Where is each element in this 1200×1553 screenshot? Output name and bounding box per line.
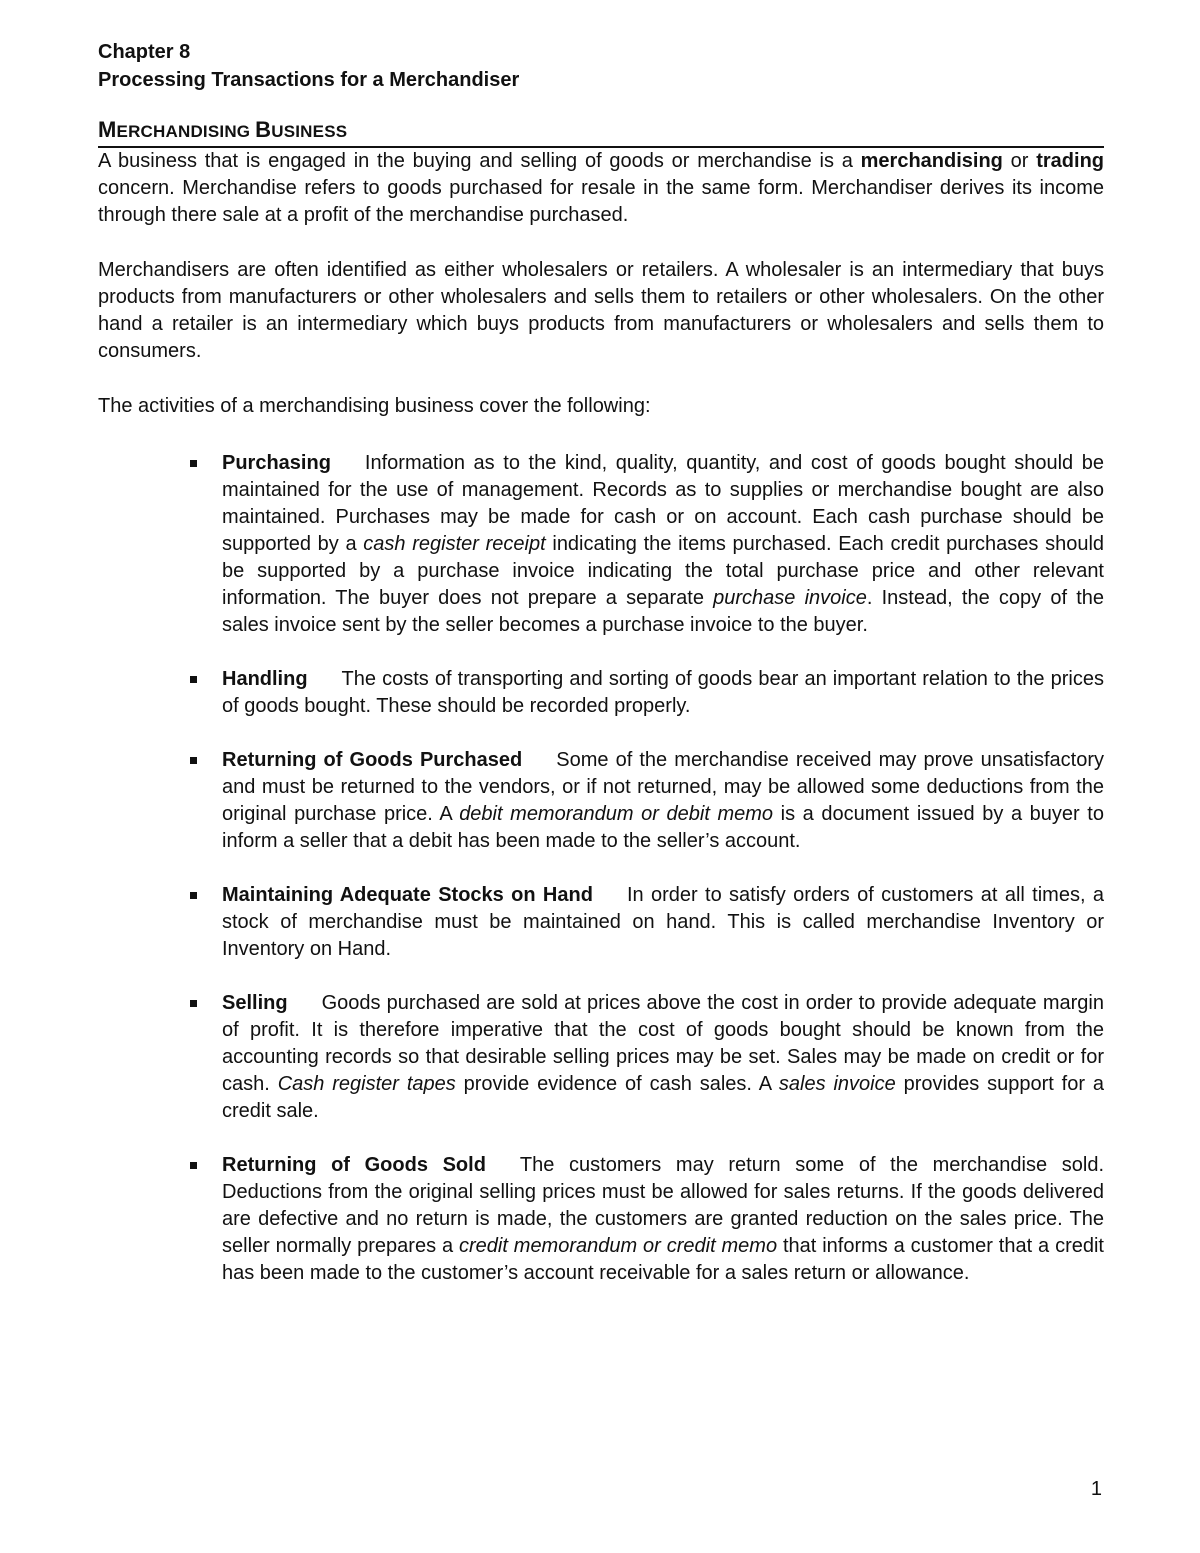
- bullet-icon: [190, 676, 197, 683]
- section-heading-cap-1: M: [98, 117, 117, 142]
- bullet-icon: [190, 1162, 197, 1169]
- section-heading-rest-1: ERCHANDISING: [116, 122, 256, 141]
- list-item-stocks: Maintaining Adequate Stocks on Hand In order to satisfy orders of customers at all times, a stock of merchandise must be maintained on hand. This is called merchandise Inventory or Inventory on Hand.: [98, 882, 1104, 963]
- bullet-icon: [190, 460, 197, 467]
- bullet-icon: [190, 892, 197, 899]
- term-label: Purchasing: [222, 452, 331, 474]
- page-number: 1: [1090, 1478, 1102, 1500]
- list-item-returning-purchased: Returning of Goods Purchased Some of the merchandise received may prove unsatisfactory and must be returned to the vendors, or if not returned, may be allowed some deductions from the original purchase price. A debit memorandum or debit memo is a document issued by a buyer to inform a seller that a debit has been made to the seller’s account.: [98, 747, 1104, 855]
- intro-paragraph-3: The activities of a merchandising business cover the following:: [98, 395, 651, 417]
- chapter-number: Chapter 8: [98, 41, 191, 63]
- section-heading-rest-2: USINESS: [271, 122, 348, 141]
- chapter-title: Processing Transactions for a Merchandiser: [98, 69, 520, 91]
- document-page: [98, 38, 1104, 1314]
- bullet-icon: [190, 757, 197, 764]
- list-item-purchasing: Purchasing Information as to the kind, quality, quantity, and cost of goods bought should be maintained for the use of management. Records as to supplies or merchandise bought are also maintained. Purchases may be made for cash or on account. Each cash purchase should be supported by a cash register receipt indicating the items purchased. Each credit purchases should be supported by a purchase invoice indicating the total purchase price and other relevant information. The buyer does not prepare a separate purchase invoice. Instead, the copy of the sales invoice sent by the seller becomes a purchase invoice to the buyer.: [98, 450, 1104, 639]
- list-item-selling: Selling Goods purchased are sold at prices above the cost in order to provide adequate margin of profit. It is therefore imperative that the cost of goods bought should be known from the accounting records so that desirable selling prices may be set. Sales may be made on credit or for cash. Cash register tapes provide evidence of cash sales. A sales invoice provides support for a credit sale.: [98, 990, 1104, 1125]
- term-label: Returning of Goods Sold: [222, 1154, 486, 1176]
- activities-list: [98, 450, 1104, 1287]
- list-item-handling: Handling The costs of transporting and sorting of goods bear an important relation to the prices of goods bought. These should be recorded properly.: [98, 666, 1104, 720]
- term-label: Maintaining Adequate Stocks on Hand: [222, 884, 593, 906]
- section-heading: [98, 116, 1104, 148]
- intro-paragraph-1: A business that is engaged in the buying and selling of goods or merchandise is a merchandising or trading concern. Merchandise refers to goods purchased for resale in the same form. Merchandiser derives its income through there sale at a profit of the merchandise purchased.: [98, 150, 1105, 226]
- intro-paragraph-2: Merchandisers are often identified as either wholesalers or retailers. A wholesaler is an intermediary that buys products from manufacturers or other wholesalers and sells them to retailers or other wholesalers. On the other hand a retailer is an intermediary which buys products from manufacturers or wholesalers and sells them to consumers.: [98, 259, 1104, 362]
- term-label: Handling: [222, 668, 308, 690]
- term-label: Selling: [222, 992, 288, 1014]
- section-heading-cap-2: B: [255, 117, 272, 142]
- bullet-icon: [190, 1000, 197, 1007]
- term-label: Returning of Goods Purchased: [222, 749, 523, 771]
- list-item-returning-sold: Returning of Goods Sold The customers may return some of the merchandise sold. Deductions from the original selling prices must be allowed for sales returns. If the goods delivered are defective and no return is made, the customers are granted reduction on the sales price. The seller normally prepares a credit memorandum or credit memo that informs a customer that a credit has been made to the customer’s account receivable for a sales return or allowance.: [98, 1152, 1104, 1287]
